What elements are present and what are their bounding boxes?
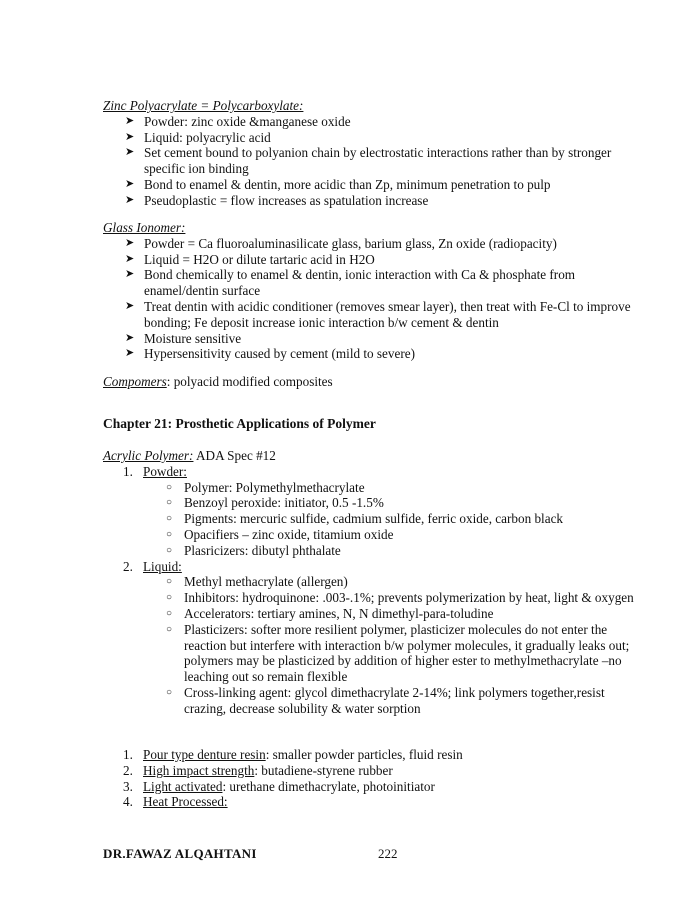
zinc-bullet-text: Pseudoplastic = flow increases as spatulation increase	[144, 192, 429, 208]
acrylic-sub-text: Methyl methacrylate (allergen)	[184, 574, 348, 590]
acrylic-sub-list	[103, 574, 643, 716]
zinc-bullet-item	[103, 130, 643, 146]
arrow-bullet-icon: ➤	[125, 236, 135, 249]
denture-type-item	[103, 779, 643, 795]
glass-bullet-text: Hypersensitivity caused by cement (mild to severe)	[144, 346, 415, 362]
list-number: 2.	[123, 558, 133, 574]
glass-bullet-item	[103, 252, 643, 268]
acrylic-group-label: Powder:	[143, 463, 187, 479]
glass-bullet-text: Moisture sensitive	[144, 330, 242, 346]
zinc-bullet-text: Bond to enamel & dentin, more acidic than Zp, minimum penetration to pulp	[144, 176, 551, 192]
acrylic-title: Acrylic Polymer:	[103, 448, 194, 463]
denture-type-item	[103, 794, 643, 810]
acrylic-sub-item	[103, 622, 643, 685]
acrylic-sub-text: Plasricizers: dibutyl phthalate	[184, 542, 341, 558]
compomers-line	[103, 374, 643, 390]
glass-bullet-item	[103, 236, 643, 252]
circle-bullet-icon: ○	[166, 623, 173, 635]
denture-type-label: Pour type denture resin	[143, 747, 266, 762]
denture-types-list	[103, 747, 643, 810]
acrylic-sub-text: Opacifiers – zinc oxide, titamium oxide	[184, 526, 394, 542]
acrylic-sub-text: Polymer: Polymethylmethacrylate	[184, 479, 365, 495]
circle-bullet-icon: ○	[166, 513, 173, 525]
denture-type-text: : butadiene-styrene rubber	[254, 762, 393, 778]
acrylic-group-list	[103, 464, 643, 717]
acrylic-polymer-section	[103, 448, 643, 717]
acrylic-sub-list	[103, 480, 643, 559]
acrylic-group-item	[103, 559, 643, 717]
acrylic-sub-text: Benzoyl peroxide: initiator, 0.5 -1.5%	[184, 495, 384, 511]
arrow-bullet-icon: ➤	[125, 193, 135, 206]
arrow-bullet-icon: ➤	[125, 347, 135, 360]
acrylic-spec: ADA Spec #12	[193, 448, 276, 463]
acrylic-sub-item	[103, 606, 643, 622]
circle-bullet-icon: ○	[166, 481, 173, 493]
arrow-bullet-icon: ➤	[125, 299, 135, 312]
denture-types-section	[103, 747, 643, 810]
arrow-bullet-icon: ➤	[125, 146, 135, 159]
compomers-title: Compomers	[103, 374, 167, 389]
denture-type-label: High impact strength	[143, 762, 255, 778]
denture-type-item	[103, 763, 643, 779]
glass-section-title: Glass Ionomer:	[103, 220, 186, 235]
list-number: 3.	[123, 778, 133, 794]
acrylic-group-item	[103, 464, 643, 559]
circle-bullet-icon: ○	[166, 528, 173, 540]
circle-bullet-icon: ○	[166, 592, 173, 604]
glass-bullet-text: Powder = Ca fluoroaluminasilicate glass, barium glass, Zn oxide (radiopacity)	[144, 235, 557, 251]
acrylic-group-label: Liquid:	[143, 558, 182, 574]
circle-bullet-icon: ○	[166, 607, 173, 619]
glass-bullet-text: Treat dentin with acidic conditioner (removes smear layer), then treat with Fe-Cl to improve bonding; Fe deposit increase ionic interaction b/w cement & dentin	[144, 298, 631, 330]
zinc-bullet-list	[103, 114, 643, 209]
acrylic-sub-item	[103, 527, 643, 543]
glass-bullet-item	[103, 331, 643, 347]
arrow-bullet-icon: ➤	[125, 252, 135, 265]
glass-bullet-item	[103, 346, 643, 362]
denture-type-item	[103, 747, 643, 763]
glass-bullet-list	[103, 236, 643, 362]
acrylic-sub-item	[103, 685, 643, 717]
footer-author: DR.FAWAZ ALQAHTANI	[103, 846, 257, 861]
acrylic-sub-text: Cross-linking agent: glycol dimethacrylate 2-14%; link polymers together,resist crazing, decrease solubility & water sorption	[184, 684, 605, 716]
arrow-bullet-icon: ➤	[125, 177, 135, 190]
zinc-bullet-item	[103, 193, 643, 209]
list-number: 4.	[123, 794, 133, 810]
glass-bullet-text: Bond chemically to enamel & dentin, ionic interaction with Ca & phosphate from enamel/dentin surface	[144, 267, 576, 299]
denture-type-text: : urethane dimethacrylate, photoinitiator	[222, 778, 435, 794]
arrow-bullet-icon: ➤	[125, 114, 135, 127]
glass-bullet-item	[103, 299, 643, 331]
chapter-heading: Chapter 21: Prosthetic Applications of Polymer	[103, 416, 376, 431]
arrow-bullet-icon: ➤	[125, 331, 135, 344]
compomers-text: : polyacid modified composites	[166, 374, 333, 389]
acrylic-sub-item	[103, 511, 643, 527]
denture-type-label: Heat Processed:	[143, 794, 228, 810]
acrylic-sub-text: Plasticizers: softer more resilient polymer, plasticizer molecules do not enter the reaction but interfere with interaction b/w polymer molecules, it gradually leaks out; polymers may be plasticized by addition of higher ester to methylmethacrylate –no leaching out so remain flexible	[184, 621, 630, 685]
circle-bullet-icon: ○	[166, 497, 173, 509]
acrylic-sub-text: Pigments: mercuric sulfide, cadmium sulfide, ferric oxide, carbon black	[184, 511, 564, 527]
zinc-polyacrylate-section	[103, 98, 643, 209]
acrylic-sub-text: Accelerators: tertiary amines, N, N dimethyl-para-toludine	[184, 605, 494, 621]
zinc-bullet-item	[103, 145, 643, 177]
acrylic-sub-text: Inhibitors: hydroquinone: .003-.1%; prevents polymerization by heat, light & oxygen	[184, 590, 634, 606]
arrow-bullet-icon: ➤	[125, 268, 135, 281]
circle-bullet-icon: ○	[166, 544, 173, 556]
zinc-bullet-text: Powder: zinc oxide &manganese oxide	[144, 113, 351, 129]
list-number: 2.	[123, 762, 133, 778]
acrylic-sub-item	[103, 495, 643, 511]
acrylic-sub-item	[103, 480, 643, 496]
acrylic-sub-item	[103, 543, 643, 559]
arrow-bullet-icon: ➤	[125, 130, 135, 143]
circle-bullet-icon: ○	[166, 686, 173, 698]
zinc-bullet-text: Set cement bound to polyanion chain by electrostatic interactions rather than by stronger specific ion binding	[144, 145, 612, 177]
denture-type-label: Light activated	[143, 778, 223, 794]
zinc-bullet-item	[103, 177, 643, 193]
acrylic-heading-line	[103, 448, 643, 464]
zinc-section-title: Zinc Polyacrylate = Polycarboxylate:	[103, 98, 304, 113]
glass-ionomer-section	[103, 220, 643, 362]
list-number: 1.	[123, 463, 133, 479]
glass-bullet-item	[103, 267, 643, 299]
circle-bullet-icon: ○	[166, 576, 173, 588]
zinc-bullet-text: Liquid: polyacrylic acid	[144, 129, 271, 145]
acrylic-sub-item	[103, 574, 643, 590]
footer-page-number: 222	[378, 846, 398, 861]
acrylic-sub-item	[103, 590, 643, 606]
list-number: 1.	[123, 747, 133, 762]
zinc-bullet-item	[103, 114, 643, 130]
glass-bullet-text: Liquid = H2O or dilute tartaric acid in H2O	[144, 251, 375, 267]
denture-type-text: : smaller powder particles, fluid resin	[265, 747, 463, 762]
